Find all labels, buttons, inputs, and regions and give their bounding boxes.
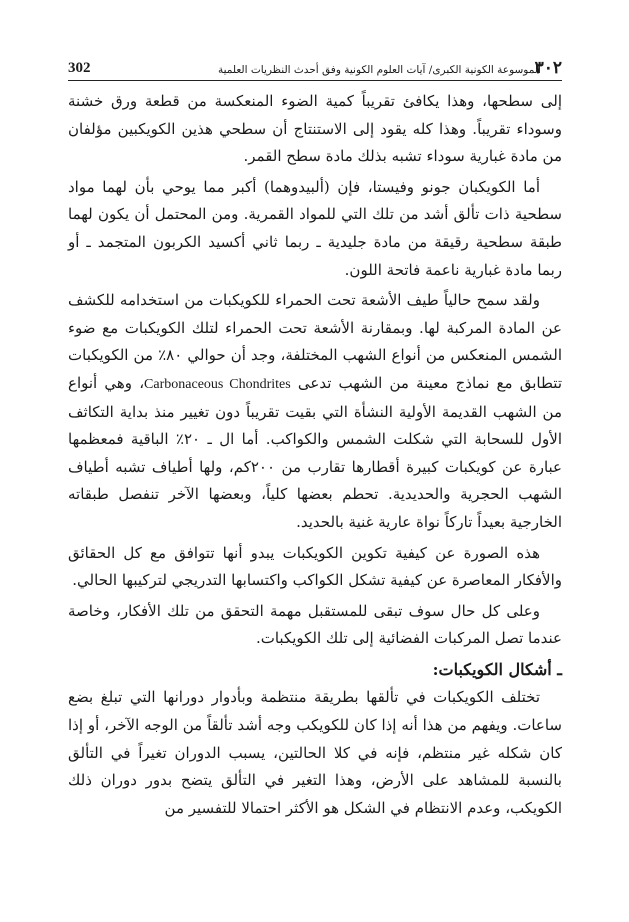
section-heading: ـ أشكال الكويكبات:	[432, 659, 562, 679]
latin-term: Carbonaceous Chondrites	[144, 376, 291, 392]
page-header	[68, 58, 562, 81]
paragraph-albedo-dark: إلى سطحها، وهذا يكافئ تقريباً كمية الضوء المنعكسة من قطعة ورق خشنة وسوداء تقريباً. وهذا كله يقود إلى الاستنتاج أن سطحي هذين الكويكبين مؤلفان من مادة غبارية سوداء تشبه بذلك مادة سطح القمر.	[68, 92, 562, 166]
infrared-text-after: ، وهي أنواع من الشهب القديمة الأولية النشأة التي بقيت تقريباً دون تغيير منذ بداية التكاثف الأول للسحابة التي شكلت الشمس والكواكب. أما ال ـ ٢٠٪ الباقية فمعظمها عبارة عن كويكبات كبيرة أقطارها تقارب من ٢٠٠كم، ولها أطياف تشبه أطياف الشهب الحجرية والحديدية. تحطم بعضها كلياً، وبعضها الآخر تنفصل طبقاته الخارجية بعيداً تاركاً نواة عارية غنية بالحديد.	[68, 373, 562, 531]
infrared-text-before: ولقد سمح حالياً طيف الأشعة تحت الحمراء للكويكبات من استخدامه للكشف عن المادة المركبة لها. وبمقارنة الأشعة تحت الحمراء لتلك الكويكبات مع ضوء الشمس المنعكس من أنواع الشهب المختلفة، وجد أن حوالي ٨٠٪ من الكويكبات تتطابق مع نماذج معينة من الشهب تدعى	[68, 291, 563, 392]
paragraph-formation-picture: هذه الصورة عن كيفية تكوين الكويكبات يبدو أنها تتوافق مع كل الحقائق والأفكار المعاصرة عن كيفية تشكل الكواكب واكتسابها التدريجي لتركيبها الحالي.	[68, 543, 562, 590]
paragraph-infrared-spectra	[68, 287, 562, 536]
page-number-arabic: ٣٠٢	[534, 58, 562, 78]
page-number-latin: 302	[68, 60, 91, 76]
paragraph-asteroid-shapes: تختلف الكويكبات في تألقها بطريقة منتظمة وبأدوار دورانها التي تبلغ بضع ساعات. ويفهم من هذا أنه إذا كان للكويكب وجه أشد تألقاً من الوجه الآخر، أو إذا كان شكله غير منتظم، فإنه في كلا الحالتين، يسبب الدوران تغيراً في التألق بالنسبة للمشاهد على الأرض، وهذا التغير في التألق يتضح بدور دوران ذلك الكويكب، وعدم الانتظام في الشكل هو الأكثر احتمالا للتفسير من	[68, 688, 562, 817]
paragraph-future-missions: وعلى كل حال سوف تبقى للمستقبل مهمة التحقق من تلك الأفكار، وخاصة عندما تصل المركبات الفضائية إلى تلك الكويكبات.	[68, 601, 562, 648]
body-text	[68, 88, 562, 825]
running-title: الموسوعة الكونية الكبرى/ آيات العلوم الكونية وفق أحدث النظريات العلمية	[218, 64, 541, 76]
paragraph-juno-vesta: أما الكويكبان جونو وفيستا، فإن (ألبيدوهما) أكبر مما يوحي بأن لهما مواد سطحية ذات تألق أشد من تلك التي للمواد القمرية. ومن المحتمل أن يكون لهما طبقة سطحية رقيقة من مادة جليدية ـ ربما ثاني أكسيد الكربون المتجمد ـ أو ربما مادة غبارية ناعمة فاتحة اللون.	[68, 177, 563, 279]
